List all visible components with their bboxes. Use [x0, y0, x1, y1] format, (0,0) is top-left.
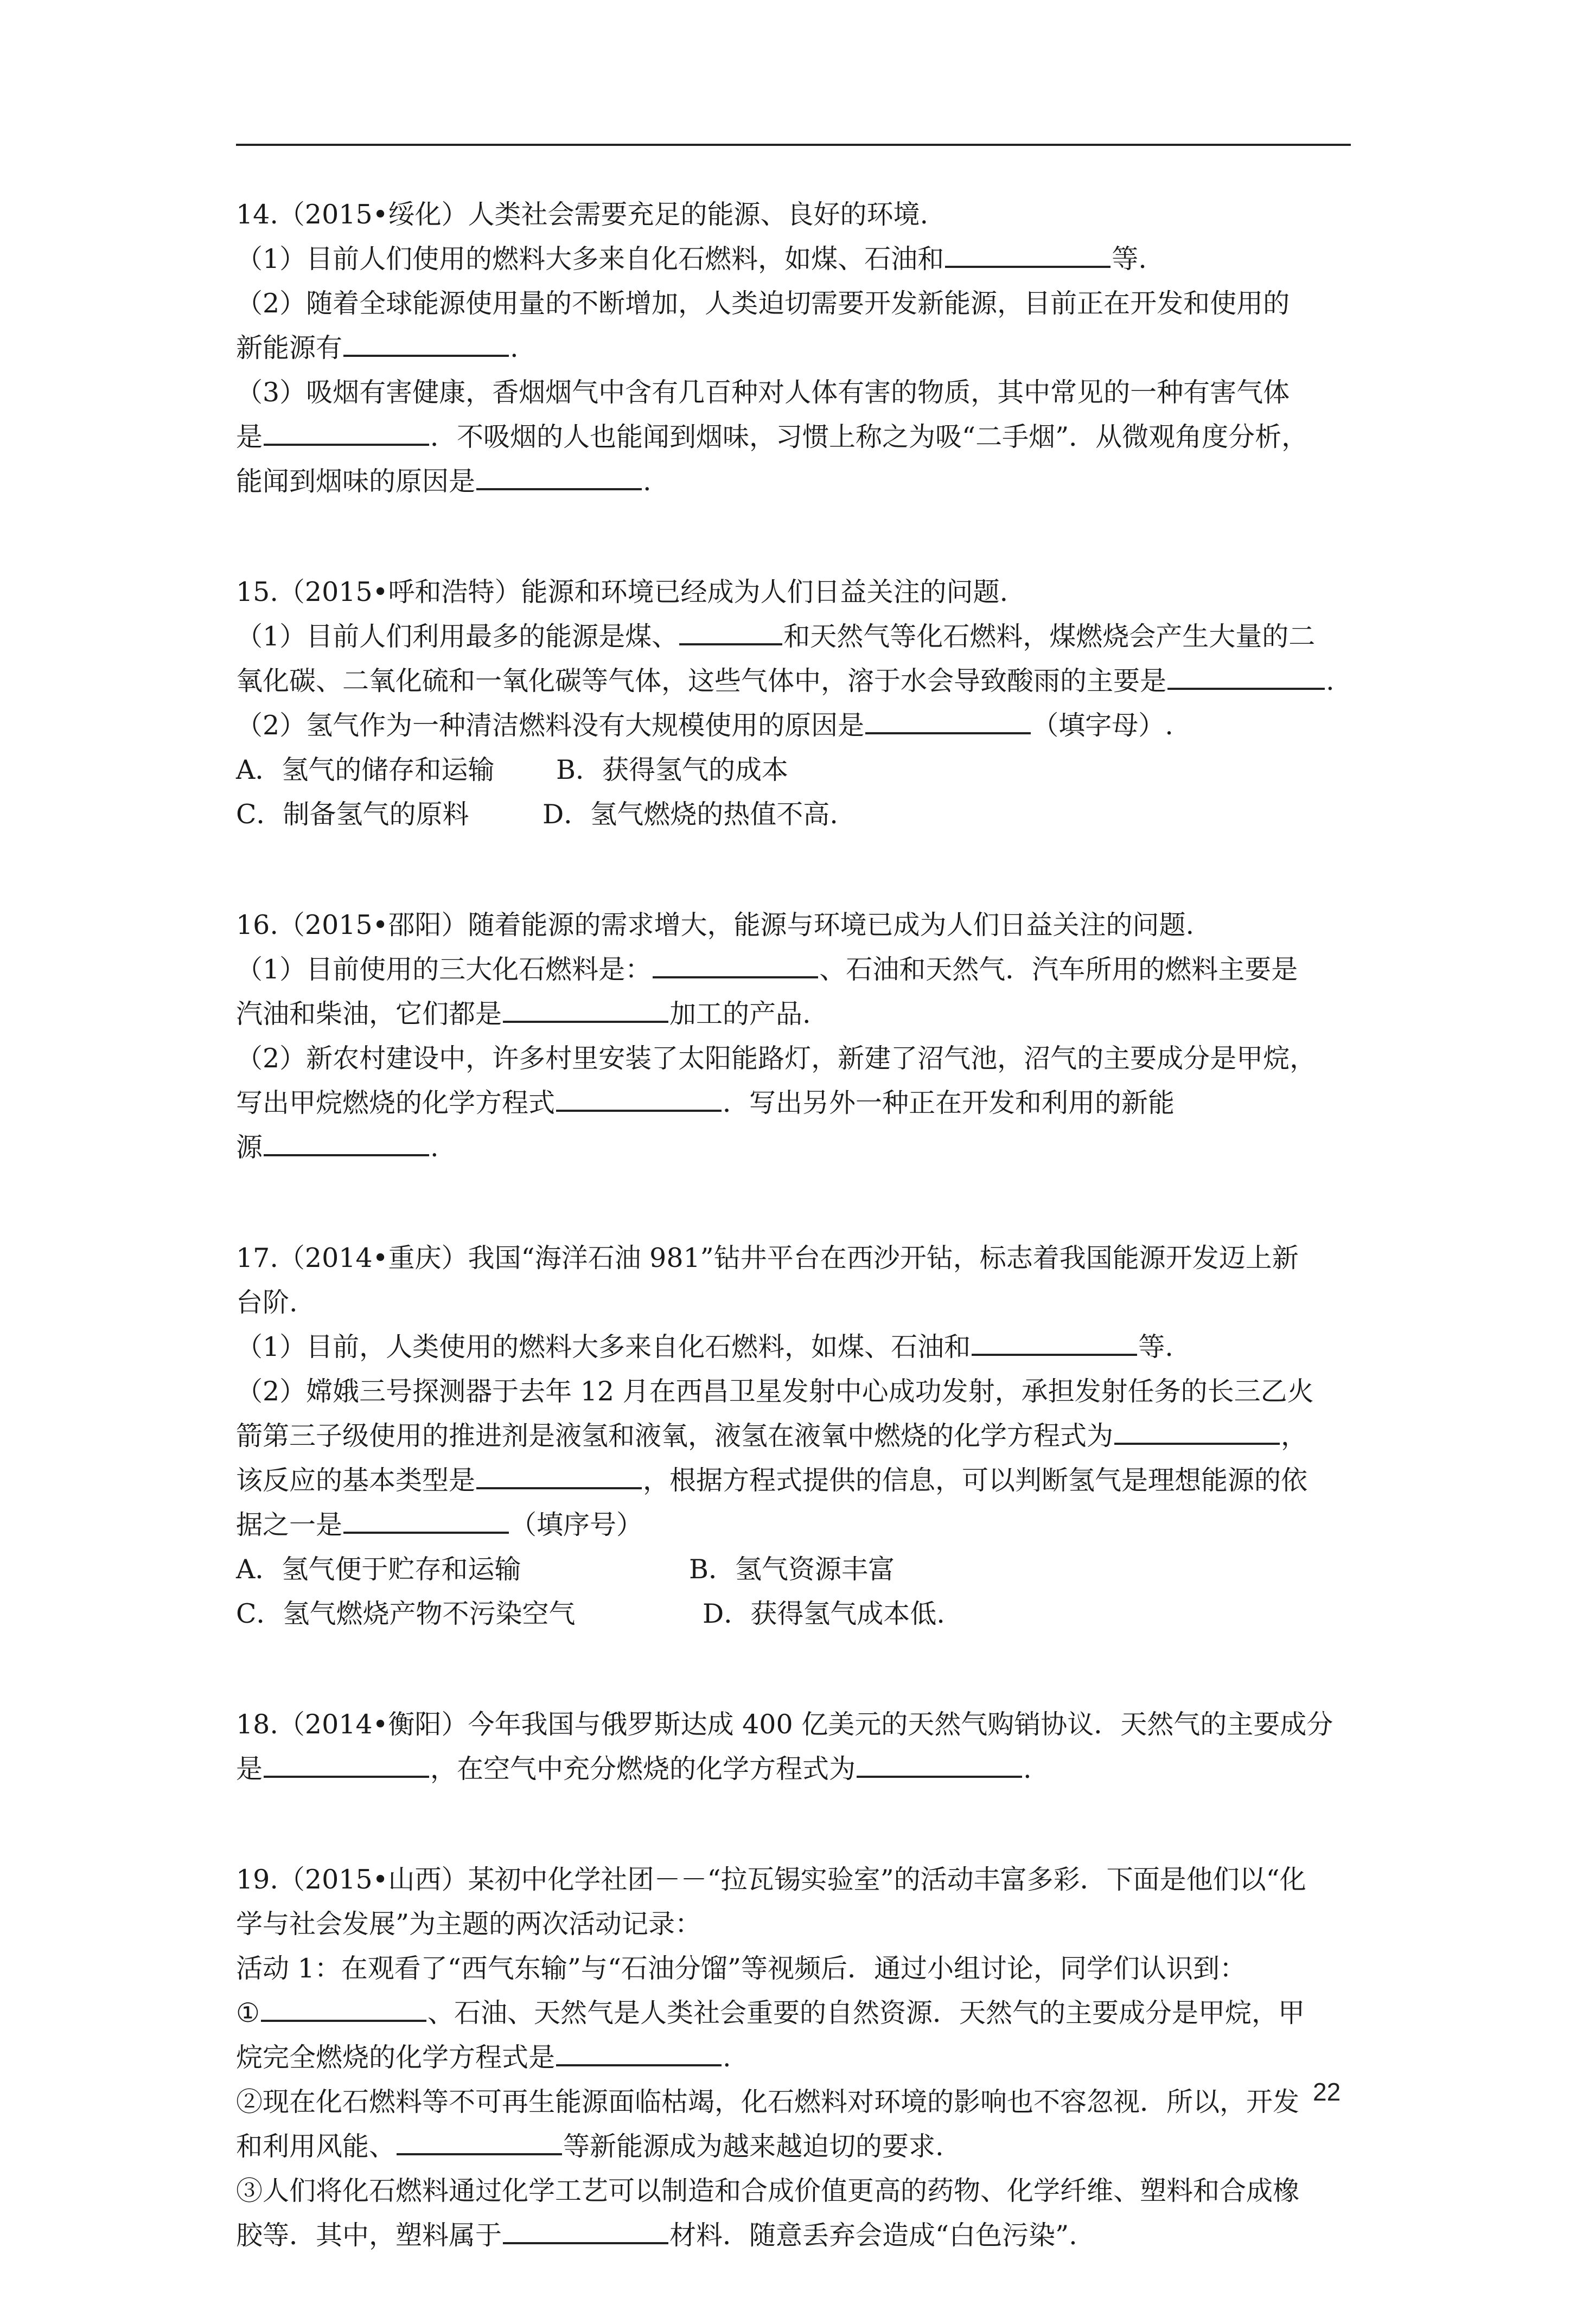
question-part: （1）目前人们利用最多的能源是煤、 和天然气等化石燃料，煤燃烧会产生大量的二: [236, 614, 1370, 659]
answer-blank[interactable]: [503, 2218, 668, 2244]
answer-blank[interactable]: [945, 242, 1111, 268]
option-c[interactable]: C．制备氢气的原料: [236, 799, 469, 830]
question-heading: 14.（2015•绥化）人类社会需要充足的能源、良好的环境.: [236, 199, 929, 230]
option-b[interactable]: B．获得氢气的成本: [556, 754, 789, 785]
question-part: 汽油和柴油，它们都是 加工的产品.: [236, 992, 1370, 1036]
option-a[interactable]: A．氢气的储存和运输: [236, 754, 495, 785]
question-heading-cont: 学与社会发展”为主题的两次活动记录：: [236, 1909, 702, 1939]
option-row: [236, 1547, 1370, 1592]
answer-blank[interactable]: [857, 1752, 1022, 1778]
question-heading: 18.（2014•衡阳）今年我国与俄罗斯达成 400 亿美元的天然气购销协议．天然气的主要成分: [236, 1709, 1333, 1740]
answer-blank[interactable]: [343, 1508, 509, 1534]
answer-blank[interactable]: [556, 1086, 722, 1112]
page-content: [236, 193, 1370, 2324]
question-part: （3）吸烟有害健康，香烟烟气中含有几百种对人体有害的物质，其中常见的一种有害气体: [236, 377, 1290, 408]
question-17: [236, 1236, 1370, 1636]
question-15: [236, 570, 1370, 837]
question-heading: 15.（2015•呼和浩特）能源和环境已经成为人们日益关注的问题.: [236, 577, 1009, 607]
answer-blank[interactable]: [972, 1330, 1137, 1356]
option-d[interactable]: D．获得氢气成本低.: [703, 1598, 945, 1629]
question-part: 据之一是 （填序号）: [236, 1503, 1370, 1547]
option-d[interactable]: D．氢气燃烧的热值不高.: [543, 799, 838, 830]
answer-blank[interactable]: [556, 2040, 722, 2066]
option-c[interactable]: C．氢气燃烧产物不污染空气: [236, 1598, 576, 1629]
answer-blank[interactable]: [264, 1130, 429, 1156]
option-b[interactable]: B．氢气资源丰富: [689, 1554, 895, 1585]
option-a[interactable]: A．氢气便于贮存和运输: [236, 1554, 521, 1585]
answer-blank[interactable]: [653, 952, 818, 978]
question-part: 是 ，在空气中充分燃烧的化学方程式为 .: [236, 1747, 1370, 1791]
question-part: 胶等．其中，塑料属于 材料．随意丢弃会造成“白色污染”.: [236, 2213, 1370, 2258]
option-row: [236, 792, 1370, 837]
answer-blank[interactable]: [476, 1463, 642, 1489]
answer-blank[interactable]: [261, 1996, 426, 2022]
answer-blank[interactable]: [476, 464, 642, 490]
answer-blank[interactable]: [397, 2129, 562, 2155]
question-part: 新能源有 .: [236, 326, 1370, 370]
question-part: 箭第三子级使用的推进剂是液氢和液氧，液氢在液氧中燃烧的化学方程式为 ，: [236, 1414, 1370, 1458]
question-part: （2）嫦娥三号探测器于去年 12 月在西昌卫星发射中心成功发射，承担发射任务的长三乙火: [236, 1376, 1314, 1407]
question-part: ① 、石油、天然气是人类社会重要的自然资源．天然气的主要成分是甲烷，甲: [236, 1991, 1370, 2035]
activity-intro: 活动 1：在观看了“西气东输”与“石油分馏”等视频后．通过小组讨论，同学们认识到：: [236, 1953, 1246, 1984]
question-part: （1）目前，人类使用的燃料大多来自化石燃料，如煤、石油和 等.: [236, 1325, 1370, 1369]
question-part: 写出甲烷燃烧的化学方程式 ．写出另外一种正在开发和利用的新能: [236, 1081, 1370, 1125]
option-row: [236, 748, 1370, 792]
question-part: 氧化碳、二氧化硫和一氧化碳等气体，这些气体中，溶于水会导致酸雨的主要是 .: [236, 659, 1370, 703]
header-rule: [236, 144, 1351, 146]
question-part: 能闻到烟味的原因是 .: [236, 459, 1370, 504]
question-19: [236, 1858, 1370, 2258]
answer-blank[interactable]: [503, 997, 668, 1023]
option-row: [236, 1592, 1370, 1636]
question-16: [236, 903, 1370, 1170]
question-heading: 19.（2015•山西）某初中化学社团－－“拉瓦锡实验室”的活动丰富多彩．下面是他们以“化: [236, 1864, 1306, 1895]
question-heading: 17.（2014•重庆）我国“海洋石油 981”钻井平台在西沙开钻，标志着我国能源开发迈上新: [236, 1243, 1299, 1273]
question-part: ③人们将化石燃料通过化学工艺可以制造和合成价值更高的药物、化学纤维、塑料和合成橡: [236, 2175, 1300, 2206]
question-14: [236, 193, 1370, 504]
question-part: 烷完全燃烧的化学方程式是 .: [236, 2035, 1370, 2080]
question-part: （2）氢气作为一种清洁燃料没有大规模使用的原因是 （填字母）.: [236, 703, 1370, 748]
question-part: 是 ．不吸烟的人也能闻到烟味，习惯上称之为吸“二手烟”．从微观角度分析，: [236, 415, 1370, 459]
answer-blank[interactable]: [1167, 664, 1325, 690]
page-number: 22: [1313, 2078, 1341, 2106]
question-heading: 16.（2015•邵阳）随着能源的需求增大，能源与环境已成为人们日益关注的问题.: [236, 910, 1195, 940]
answer-blank[interactable]: [264, 1752, 429, 1778]
answer-blank[interactable]: [343, 331, 509, 357]
question-part: （2）随着全球能源使用量的不断增加，人类迫切需要开发新能源，目前正在开发和使用的: [236, 288, 1290, 319]
question-part: （1）目前人们使用的燃料大多来自化石燃料，如煤、石油和 等.: [236, 237, 1370, 281]
answer-blank[interactable]: [679, 619, 782, 645]
answer-blank[interactable]: [1114, 1419, 1280, 1445]
question-part: 该反应的基本类型是 ，根据方程式提供的信息，可以判断氢气是理想能源的依: [236, 1458, 1370, 1503]
question-heading-cont: 台阶.: [236, 1287, 298, 1318]
question-part: ②现在化石燃料等不可再生能源面临枯竭，化石燃料对环境的影响也不容忽视．所以，开发: [236, 2086, 1300, 2117]
question-part: 源 .: [236, 1125, 1370, 1170]
question-18: [236, 1702, 1370, 1791]
question-part: （2）新农村建设中，许多村里安装了太阳能路灯，新建了沼气池，沼气的主要成分是甲烷，: [236, 1043, 1317, 1074]
answer-blank[interactable]: [865, 708, 1031, 734]
answer-blank[interactable]: [264, 420, 429, 446]
question-part: （1）目前使用的三大化石燃料是： 、石油和天然气．汽车所用的燃料主要是: [236, 947, 1370, 992]
question-part: 和利用风能、 等新能源成为越来越迫切的要求.: [236, 2124, 1370, 2169]
